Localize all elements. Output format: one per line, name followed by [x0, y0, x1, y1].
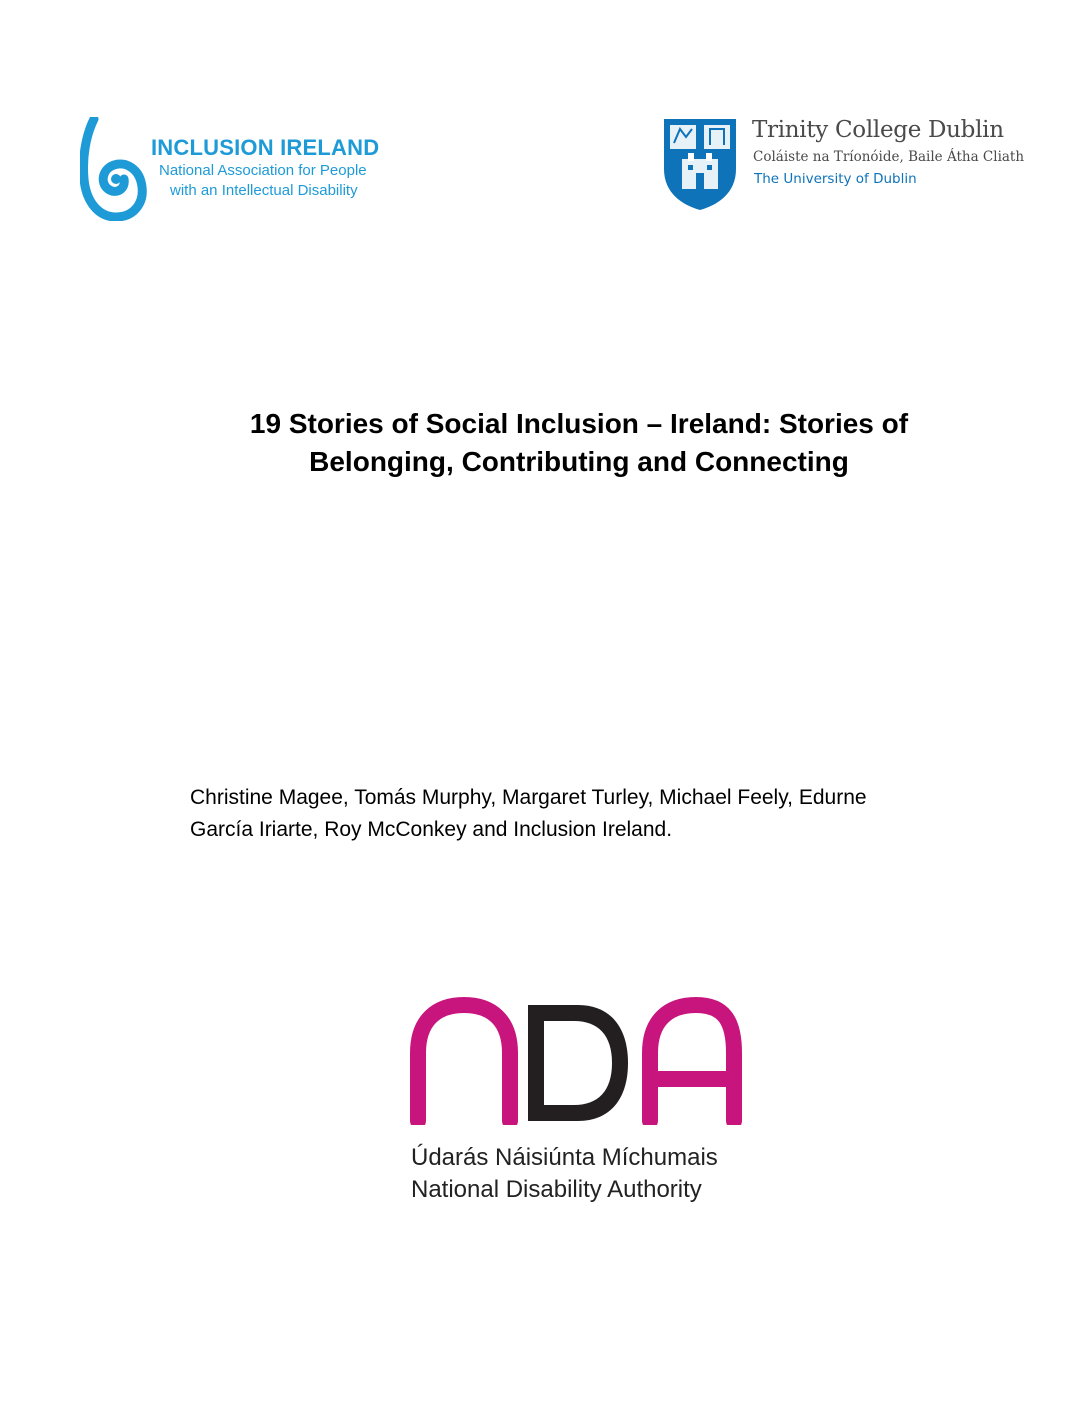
document-title-line-1: 19 Stories of Social Inclusion – Ireland: Stories of	[249, 408, 909, 439]
nda-english-name: National Disability Authority	[411, 1176, 702, 1203]
trinity-name: Trinity College Dublin	[752, 117, 1004, 143]
inclusion-ireland-subtitle-1: National Association for People	[159, 162, 367, 179]
trinity-college-logo	[662, 117, 1025, 212]
inclusion-ireland-title: INCLUSION IRELAND	[151, 135, 380, 160]
nda-logo	[410, 997, 750, 1207]
authors	[190, 782, 970, 846]
trinity-irish-name: Coláiste na Tríonóide, Baile Átha Cliath	[753, 149, 1025, 165]
trinity-university: The University of Dublin	[754, 171, 917, 187]
authors-line-2: García Iriarte, Roy McConkey and Inclusion Ireland.	[190, 818, 673, 841]
authors-line-1: Christine Magee, Tomás Murphy, Margaret Turley, Michael Feely, Edurne	[190, 786, 867, 809]
inclusion-ireland-subtitle-2: with an Intellectual Disability	[170, 182, 358, 199]
document-title-line-2: Belonging, Contributing and Connecting	[309, 446, 849, 477]
nda-irish-name: Údarás Náisiúnta Míchumais	[411, 1144, 718, 1171]
document-title	[120, 405, 1038, 481]
nda-wordmark	[410, 997, 742, 1125]
crest-icon	[662, 117, 738, 212]
swirl-icon	[80, 117, 152, 221]
inclusion-ireland-logo	[80, 117, 410, 221]
